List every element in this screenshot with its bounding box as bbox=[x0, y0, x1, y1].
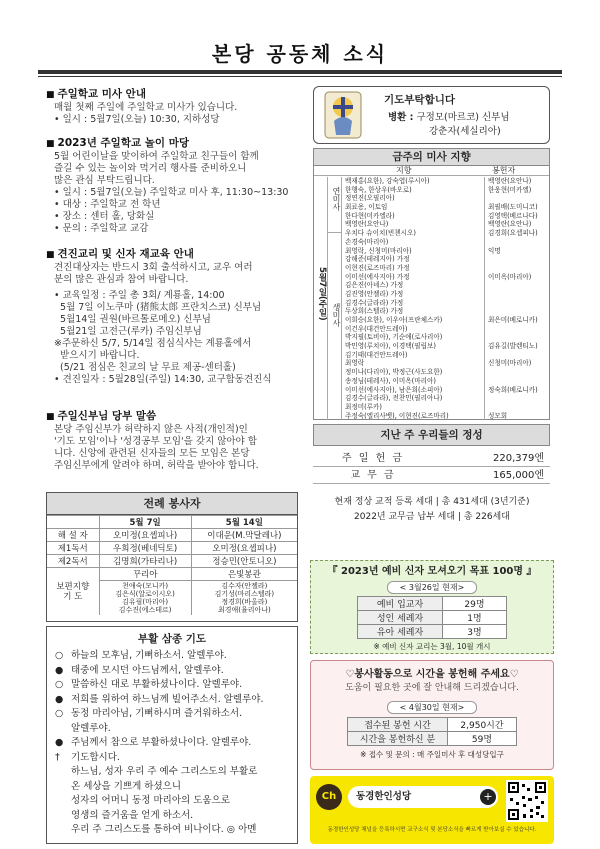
mass-intention: 최정미(루카) bbox=[345, 402, 382, 411]
volunteer-title: ♡봉사활동으로 시간을 봉헌해 주세요♡ bbox=[345, 669, 519, 680]
prayer-line bbox=[55, 736, 289, 751]
mass-row bbox=[343, 238, 550, 247]
mass-intention: 최료용, 이토임 bbox=[345, 203, 388, 212]
prayer-line bbox=[55, 751, 289, 766]
servers-cell: 김명희(가타리나) bbox=[99, 555, 191, 568]
mass-row bbox=[343, 203, 550, 212]
volunteer-value: 59명 bbox=[448, 732, 517, 746]
prayer-marker: ○ bbox=[55, 708, 64, 719]
server-name: 김은식(알로이시오) bbox=[115, 590, 175, 598]
mass-row bbox=[343, 359, 550, 368]
mass-intention: 한행숙, 한상우(바오로) bbox=[345, 185, 412, 194]
servers-cell: 오미정(요셉피나) bbox=[191, 542, 297, 555]
prayer-line bbox=[55, 794, 289, 809]
prayer-marker: † bbox=[55, 751, 60, 763]
goal-label: 예비 입교자 bbox=[358, 597, 443, 611]
goal-note: ※ 예비 신자 교리는 3월, 10월 개시 bbox=[373, 642, 491, 651]
kakao-channel-icon: Ch bbox=[316, 784, 342, 810]
mass-offerer: 신청미(마리아) bbox=[488, 359, 532, 368]
server-name: 천애숙(모니카) bbox=[122, 582, 169, 590]
prayer-line bbox=[55, 809, 289, 824]
cross-icon bbox=[324, 91, 362, 139]
mass-intention: 박민영(루치아), 이경택(필립보) bbox=[345, 342, 436, 351]
bullet: • 문의 : 주일학교 교감 bbox=[54, 223, 149, 234]
body-line: 분의 많은 관심과 참여 바랍니다. bbox=[54, 274, 189, 285]
mass-intention: 이미선(에사지아), 남은희(소피아) bbox=[345, 385, 443, 394]
prayer-text: 말씀하신 대로 부활하셨나이다. 알렐루야. bbox=[71, 679, 243, 690]
mass-intention: 주정숙(엘리사벳), 이현진(로즈마리) bbox=[345, 411, 449, 420]
mass-offerer: 한웅현(미카엘) bbox=[488, 185, 532, 194]
mass-intention: 이건우(대건안드레아) bbox=[345, 324, 408, 333]
household-notes bbox=[310, 495, 554, 525]
detail-line: • 견진일자 : 5월28일(주일) 14:30, 교구합동견진식 bbox=[54, 374, 272, 385]
mass-row bbox=[343, 403, 550, 412]
mass-offerer: 최필배(도미니코) bbox=[488, 203, 538, 212]
mass-row bbox=[343, 247, 550, 256]
prayer-marker: ○ bbox=[55, 679, 64, 690]
body-text: 매월 첫째 주일에 주일학교 미사가 있습니다. bbox=[54, 102, 238, 113]
mass-row bbox=[343, 368, 550, 377]
mass-intention: 정연진(오필리아) bbox=[345, 194, 395, 203]
mass-row bbox=[343, 299, 550, 308]
body-line: 5월 어린이날을 맞이하여 주일학교 친구들이 함께 bbox=[54, 151, 259, 162]
mass-intention: 김경수(글라라), 전찬민(필리아나) bbox=[345, 394, 443, 403]
mass-row bbox=[343, 186, 550, 195]
title-divider-thin bbox=[38, 76, 562, 77]
prayer-text: 저희를 위하여 하느님께 빌어주소서. 알렐루야. bbox=[71, 693, 264, 705]
section-play-festival: ■ 2023년 주일학교 놀이 마당 5월 어린이날을 맞이하여 주일학교 친구들이 함께 즐길 수 있는 놀이와 먹거리 행사를 준비하오니 많은 관심 부탁드립니다. • 일시 : 5월7일(오늘) 주일학교 미사 후, 11:30~13:30 • 대상 : 주일학교 전 학년 • 장소 : 센터 홀, 당화실 • 문의 : 주일학교 교감 bbox=[46, 137, 301, 235]
request-title: 기도부탁합니다 bbox=[384, 94, 456, 106]
mass-date bbox=[314, 177, 328, 420]
section-title: 2023년 주일학교 놀이 마당 bbox=[57, 137, 189, 149]
prayer-text: 온 세상을 기쁘게 하셨으니 bbox=[71, 780, 182, 792]
prayer-text: 성자의 어머니 동정 마리아의 도움으로 bbox=[71, 795, 230, 806]
mass-intention: 백영란(요안나) bbox=[345, 220, 389, 229]
prayer-line bbox=[55, 678, 289, 693]
body-line: 견진대상자는 반드시 3회 출석하시고, 교우 여러 bbox=[54, 262, 253, 273]
mass-offerer bbox=[485, 377, 550, 386]
prayer-request-box bbox=[313, 86, 550, 144]
prayer-marker: ○ bbox=[55, 650, 64, 661]
goal-value: 3명 bbox=[443, 625, 507, 639]
mass-col-offerer: 봉헌자 bbox=[492, 166, 516, 175]
body-line: 많은 관심 부탁드립니다. bbox=[54, 175, 155, 186]
mass-row bbox=[343, 212, 550, 221]
mass-intention: 두상희(스텔라) 가정 bbox=[345, 307, 404, 316]
mass-category-living bbox=[328, 233, 342, 420]
servers-prayer-label: 보편지향 기 도 bbox=[47, 568, 99, 616]
mass-row bbox=[343, 307, 550, 316]
server-name: 김수자(안젤라) bbox=[221, 582, 268, 590]
mass-row bbox=[343, 325, 550, 334]
regina-caeli-prayer-box bbox=[46, 626, 298, 844]
bullet: • 일시 : 5월7일(오늘) 주일학교 미사 후, 11:30~13:30 bbox=[54, 187, 289, 198]
prayer-text: 동정 마리아님, 기뻐하시며 즐거워하소서. bbox=[71, 708, 243, 719]
server-name: 정경희(바올라) bbox=[221, 598, 268, 606]
goal-value: 29명 bbox=[443, 597, 507, 611]
prayer-line bbox=[55, 722, 289, 737]
mass-category-requiem bbox=[328, 177, 342, 233]
offering-value: 165,000엔 bbox=[492, 470, 544, 481]
plus-icon[interactable]: + bbox=[480, 789, 496, 805]
prayer-line bbox=[55, 707, 289, 722]
mass-offerer bbox=[485, 325, 550, 334]
mass-intention: 최영락 bbox=[345, 359, 365, 368]
volunteer-label: 시간을 봉헌하신 분 bbox=[348, 732, 448, 746]
prayer-text: 기도합시다. bbox=[71, 751, 120, 763]
mass-intention: 이희승(요한), 이우아(프란체스카) bbox=[345, 316, 443, 324]
detail-line: 5월14일 권원(바르톨로메오) 신부님 bbox=[54, 314, 211, 325]
body-line: 니다. 신앙에 관련된 신자들의 모든 모임은 본당 bbox=[54, 448, 250, 459]
body-line: 본당 주임신부가 허락하지 않은 사적(개인적)인 bbox=[54, 424, 248, 435]
mass-row bbox=[343, 273, 550, 282]
mass-intention: 손경숙(마리아) bbox=[345, 237, 389, 246]
mass-col-intention: 지향 bbox=[396, 166, 412, 175]
catechumen-goal-box bbox=[310, 560, 554, 654]
mass-offerer bbox=[485, 333, 550, 342]
mass-offerer: 백영란(요안나) bbox=[488, 220, 532, 229]
mass-category-label: 연미사 bbox=[332, 187, 341, 211]
prayer-line bbox=[55, 823, 289, 838]
servers-table bbox=[47, 515, 297, 615]
mass-offerer: 김경희(요셉피나) bbox=[488, 229, 538, 238]
detail-line: 받으시기 바랍니다. bbox=[54, 350, 140, 361]
volunteer-value: 2,950시간 bbox=[448, 718, 517, 732]
mass-intention: 김기태(대건안드레아) bbox=[345, 350, 408, 359]
servers-row-label: 제1독서 bbox=[47, 542, 99, 555]
servers-sub1: 꾸리아 bbox=[99, 568, 191, 581]
servers-row-label: 제2독서 bbox=[47, 555, 99, 568]
mass-row bbox=[343, 281, 550, 290]
mass-intention: 박지필(토비아), 기순애(로사리아) bbox=[345, 333, 443, 342]
prayer-line bbox=[55, 664, 289, 679]
title-divider bbox=[38, 70, 562, 74]
mass-row bbox=[343, 377, 550, 386]
channel-name: 동경한인성당 bbox=[348, 786, 498, 808]
body-line: '기도 모임'이나 '성경공부 모임'을 갖지 않아야 합 bbox=[54, 436, 257, 447]
prayer-marker: ● bbox=[55, 664, 64, 676]
server-name: 최경애(율리아나) bbox=[217, 606, 271, 614]
servers-cell: 우희정(베네딕토) bbox=[99, 542, 191, 555]
detail-line: 5월21일 고전근(루카) 주임신부님 bbox=[54, 326, 202, 337]
detail-line: ※주문하신 5/7, 5/14일 점심식사는 계룡홀에서 bbox=[54, 338, 252, 349]
mass-offerer: 김영택(베르나다) bbox=[488, 211, 538, 220]
volunteer-date: < 4월30일 현재> bbox=[387, 701, 477, 714]
mass-row bbox=[343, 412, 550, 421]
bullet: • 대상 : 주일학교 전 학년 bbox=[54, 199, 161, 210]
prayer-text: 우리 주 그리스도를 통하여 비나이다. ◎ 아멘 bbox=[71, 824, 257, 835]
section-title: 견진교리 및 신자 재교육 안내 bbox=[57, 248, 194, 260]
section-confirmation: ■ 견진교리 및 신자 재교육 안내 견진대상자는 반드시 3회 출석하시고, 교우 여러 분의 많은 관심과 참여 바랍니다. • 교육일정 : 주일 총 3회/ 계룡홀, 14:00 5월 7일 이노쿠마 (猪熊太郎 프란치스코) 신부님 5월14일 권원(바르톨로메오) 신부님 5월21일 고전근(루카) 주임신부님 ※주문하신 5/7, 5/14일 점심식사는 계룡홀에서 받으시기 바랍니다. (5/21 점심은 친교의 날 무료 제공-센터홀) • 견진일자 : 5월28일(주일) 14:30, 교구합동견진식 bbox=[46, 248, 301, 386]
mass-row bbox=[343, 394, 550, 403]
mass-category-label: 생미사 bbox=[332, 303, 341, 327]
goal-label: 유아 세례자 bbox=[358, 625, 443, 639]
bullet: • 장소 : 센터 홀, 당화실 bbox=[54, 211, 155, 222]
mass-offerer bbox=[485, 264, 550, 273]
offering-table bbox=[313, 450, 550, 484]
section-title: 주일학교 미사 안내 bbox=[57, 88, 146, 100]
offering-value: 220,379엔 bbox=[492, 453, 544, 464]
prayer-line bbox=[55, 693, 289, 708]
server-name: 김유필(마리아) bbox=[122, 598, 169, 606]
mass-row bbox=[343, 351, 550, 360]
offering-label: 교 무 금 bbox=[350, 470, 396, 481]
mass-offerer: 최은미(베로니카) bbox=[488, 316, 538, 324]
bullet: • 일시 : 5월7일(오늘) 10:30, 지하성당 bbox=[54, 114, 220, 125]
servers-cell: 오미정(요셉피나) bbox=[99, 529, 191, 542]
prayer-text: 알렐루야. bbox=[71, 722, 111, 734]
qr-code-icon bbox=[506, 780, 548, 822]
mass-intention: 한다현(미카엘라) bbox=[345, 211, 395, 220]
mass-intention: 김진영(안젤라) 가정 bbox=[345, 289, 404, 298]
mass-intention: 백재홍(요한), 강숙엽(루시아) bbox=[345, 177, 430, 185]
mass-row bbox=[343, 386, 550, 395]
volunteer-box bbox=[310, 660, 554, 770]
detail-line: 5월 7일 이노쿠마 (猪熊太郎 프란치스코) 신부님 bbox=[54, 302, 262, 313]
section-pastor-request: ■ 주일신부님 당부 말씀 본당 주임신부가 허락하지 않은 사적(개인적)인 '기도 모임'이나 '성경공부 모임'을 갖지 않아야 합 니다. 신앙에 관련된 신자들의 모든 모임은 본당 주임신부에게 알려야 하며, 허락을 받아야 합니다. bbox=[46, 410, 301, 472]
mass-offerer bbox=[485, 351, 550, 360]
mass-row bbox=[343, 342, 550, 351]
servers-cell: 이대운(M.막달레나) bbox=[191, 529, 297, 542]
mass-intention: 이미선(에사지아) 가정 bbox=[345, 272, 410, 281]
prayer-title: 부활 삼종 기도 bbox=[137, 633, 207, 645]
mass-offerer: 김유길(발렌티노) bbox=[488, 342, 538, 351]
volunteer-subtitle: 도움이 필요한 곳에 잘 안내해 드리겠습니다. bbox=[345, 683, 519, 693]
servers-col-date1: 5월 7일 bbox=[99, 516, 191, 529]
mass-offerer bbox=[485, 281, 550, 290]
mass-offerer bbox=[485, 255, 550, 264]
mass-intention: 최영락, 신청미(마리아) bbox=[345, 246, 412, 255]
request-name: 구정모(마르코) 신부님 bbox=[416, 112, 510, 123]
body-line: 즐길 수 있는 놀이와 먹거리 행사를 준비하오니 bbox=[54, 163, 247, 174]
mass-date-label: 5월7일(주일) bbox=[317, 267, 327, 321]
mass-row bbox=[343, 220, 550, 229]
prayer-text: 하느님, 성자 우리 주 예수 그리스도의 부활로 bbox=[71, 766, 258, 777]
mass-row bbox=[343, 290, 550, 299]
liturgy-servers-box bbox=[46, 492, 298, 622]
prayer-text: 하늘의 모후님, 기뻐하소서. 알렐루야. bbox=[71, 650, 227, 661]
server-name: 김기성(마리스텔라) bbox=[214, 590, 275, 598]
mass-row bbox=[343, 316, 550, 325]
mass-intention: 송정님(테레사), 이미옥(마리아) bbox=[345, 376, 436, 385]
prayer-text: 영생의 즐거움을 얻게 하소서. bbox=[71, 809, 194, 821]
mass-offerer: 익명 bbox=[488, 246, 501, 255]
mass-row bbox=[343, 177, 550, 186]
detail-line: • 교육일정 : 주일 총 3회/ 계룡홀, 14:00 bbox=[54, 290, 225, 301]
page-title: 본당 공동체 소식 bbox=[211, 42, 389, 66]
kakao-channel-banner[interactable] bbox=[310, 776, 554, 844]
servers-col-date2: 5월 14일 bbox=[191, 516, 297, 529]
prayer-line bbox=[55, 649, 289, 664]
mass-intention: 김경수(글라라) 가정 bbox=[345, 298, 404, 307]
servers-row-label: 해 설 자 bbox=[47, 529, 99, 542]
mass-offerer: 정숙희(베로니카) bbox=[488, 385, 538, 394]
mass-row bbox=[343, 255, 550, 264]
server-name: 김수진(에스테르) bbox=[118, 606, 172, 614]
servers-title: 전례 봉사자 bbox=[47, 493, 297, 515]
household-note: 2022년 교무금 납부 세대 | 총 226세대 bbox=[354, 512, 510, 522]
offering-label: 주 일 헌 금 bbox=[341, 453, 405, 464]
mass-row bbox=[343, 229, 550, 238]
prayer-text: 태중에 모시던 아드님께서, 알렐루야. bbox=[71, 664, 224, 676]
prayer-line bbox=[55, 780, 289, 795]
offering-title: 지난 주 우리들의 정성 bbox=[313, 424, 550, 446]
mass-offerer: 성모회 bbox=[488, 411, 508, 420]
mass-offerer bbox=[485, 368, 550, 377]
body-line: 주임신부에게 알려야 하며, 허락을 받아야 합니다. bbox=[54, 460, 259, 471]
mass-intention: 김은진(아녜스) 가정 bbox=[345, 281, 404, 290]
mass-row bbox=[343, 194, 550, 203]
prayer-marker: ● bbox=[55, 737, 64, 748]
detail-line: (5/21 점심은 친교의 날 무료 제공-센터홀) bbox=[54, 362, 236, 373]
volunteer-note: ※ 접수 및 문의 : 매 주일미사 후 대성당입구 bbox=[360, 750, 504, 759]
household-note: 현재 정상 교적 등록 세대 | 총 431세대 (3년기준) bbox=[334, 497, 530, 507]
channel-caption: 동경한인성당 채널을 등록하시면 교구소식 및 본당소식을 빠르게 받아보실 수 있습니다. bbox=[327, 827, 537, 833]
mass-row bbox=[343, 264, 550, 273]
goal-title: 『 2023년 예비 신자 모셔오기 목표 100명 』 bbox=[327, 566, 537, 577]
mass-offerer bbox=[485, 299, 550, 308]
mass-title: 금주의 미사 지향 bbox=[314, 149, 549, 166]
mass-offerer bbox=[485, 290, 550, 299]
goal-label: 성인 세례자 bbox=[358, 611, 443, 625]
section-sunday-school-mass: ■ 주일학교 미사 안내 매월 첫째 주일에 주일학교 미사가 있습니다. • 일시 : 5월7일(오늘) 10:30, 지하성당 bbox=[46, 88, 301, 126]
prayer-marker: ● bbox=[55, 693, 64, 705]
mass-offerer bbox=[485, 403, 550, 412]
mass-offerer: 백영란(요안나) bbox=[488, 177, 532, 185]
mass-intention: 정미나(다리아), 박정근(사도요한) bbox=[345, 368, 443, 377]
goal-date: < 3월26일 현재> bbox=[387, 581, 477, 594]
mass-intention: 이현진(로즈마리) 가정 bbox=[345, 263, 410, 272]
mass-intention: 우치다 슈이치(빈첸시오) bbox=[345, 229, 416, 238]
volunteer-label: 접수된 봉헌 시간 bbox=[348, 718, 448, 732]
mass-row bbox=[343, 333, 550, 342]
section-title: 주일신부님 당부 말씀 bbox=[57, 410, 157, 422]
goal-value: 1명 bbox=[443, 611, 507, 625]
servers-sub2: 은빛봉관 bbox=[191, 568, 297, 581]
mass-offerer bbox=[485, 238, 550, 247]
mass-intentions-box bbox=[313, 148, 550, 420]
request-name: 강춘자(세실리아) bbox=[429, 126, 501, 137]
mass-offerer bbox=[485, 307, 550, 316]
mass-offerer bbox=[485, 194, 550, 203]
prayer-text: 주님께서 참으로 부활하셨나이다. 알렐루야. bbox=[71, 737, 252, 748]
mass-offerer: 이미옥(마리아) bbox=[488, 272, 532, 281]
prayer-line bbox=[55, 765, 289, 780]
request-label: 병환 : bbox=[388, 112, 414, 123]
mass-offerer bbox=[485, 394, 550, 403]
mass-intention: 강해준(테레지아) 가정 bbox=[345, 255, 410, 264]
servers-cell: 정승민(안토니오) bbox=[191, 555, 297, 568]
